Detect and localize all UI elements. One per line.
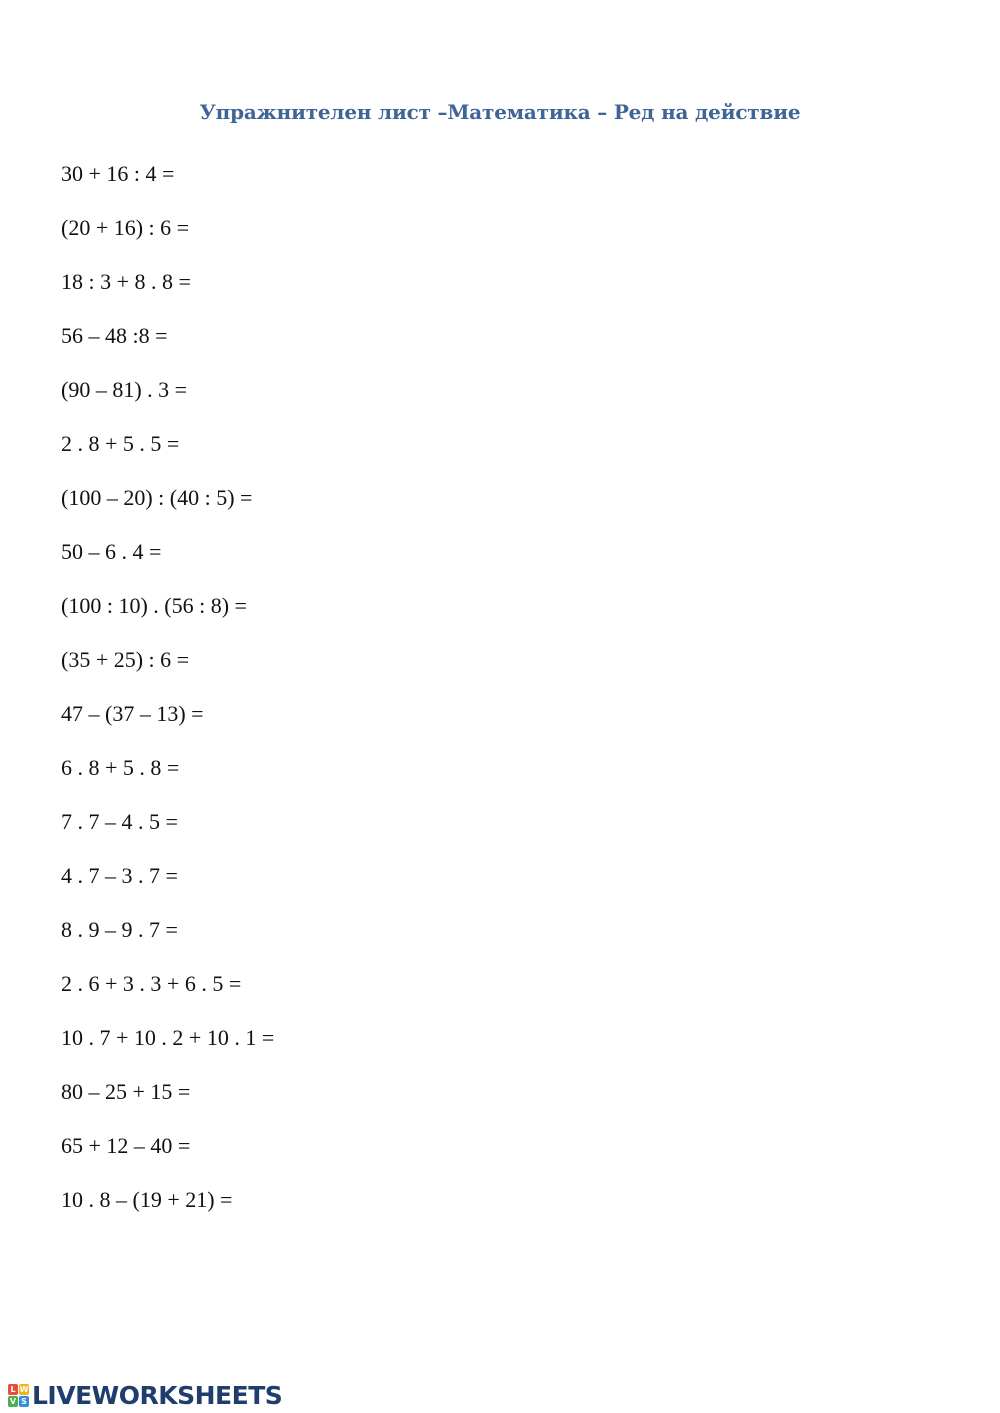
exercise-item: (35 + 25) : 6 = [61,647,190,672]
exercise-item: (20 + 16) : 6 = [61,215,190,240]
exercise-item: 65 + 12 – 40 = [61,1133,191,1158]
logo-block: S [19,1396,29,1407]
exercise-item: 2 . 8 + 5 . 5 = [61,431,180,456]
exercise-item: 8 . 9 – 9 . 7 = [61,917,178,942]
exercise-item: 18 : 3 + 8 . 8 = [61,269,191,294]
exercise-item: 10 . 8 – (19 + 21) = [61,1187,233,1212]
liveworksheets-logo[interactable] [8,1380,282,1410]
exercise-item: 50 – 6 . 4 = [61,539,162,564]
exercise-item: 4 . 7 – 3 . 7 = [61,863,178,888]
page-title: Упражнителен лист –Математика – Ред на действие [199,100,801,124]
exercise-item: 30 + 16 : 4 = [61,161,175,186]
exercise-item: 10 . 7 + 10 . 2 + 10 . 1 = [61,1025,275,1050]
logo-block: V [9,1396,17,1406]
logo-text: LIVEWORKSHEETS [32,1380,283,1410]
exercise-list [61,158,274,1238]
logo-block: W [19,1384,29,1394]
exercise-item: (100 – 20) : (40 : 5) = [61,485,253,510]
exercise-item: 6 . 8 + 5 . 8 = [61,755,180,780]
exercise-item: (90 – 81) . 3 = [61,377,188,402]
exercise-item: 80 – 25 + 15 = [61,1079,191,1104]
logo-block: L [8,1384,18,1395]
exercise-item: (100 : 10) . (56 : 8) = [61,593,247,618]
exercise-item: 47 – (37 – 13) = [61,701,204,726]
exercise-item: 2 . 6 + 3 . 3 + 6 . 5 = [61,971,242,996]
exercise-item: 56 – 48 :8 = [61,323,168,348]
exercise-item: 7 . 7 – 4 . 5 = [61,809,178,834]
logo-blocks-icon [8,1384,29,1407]
